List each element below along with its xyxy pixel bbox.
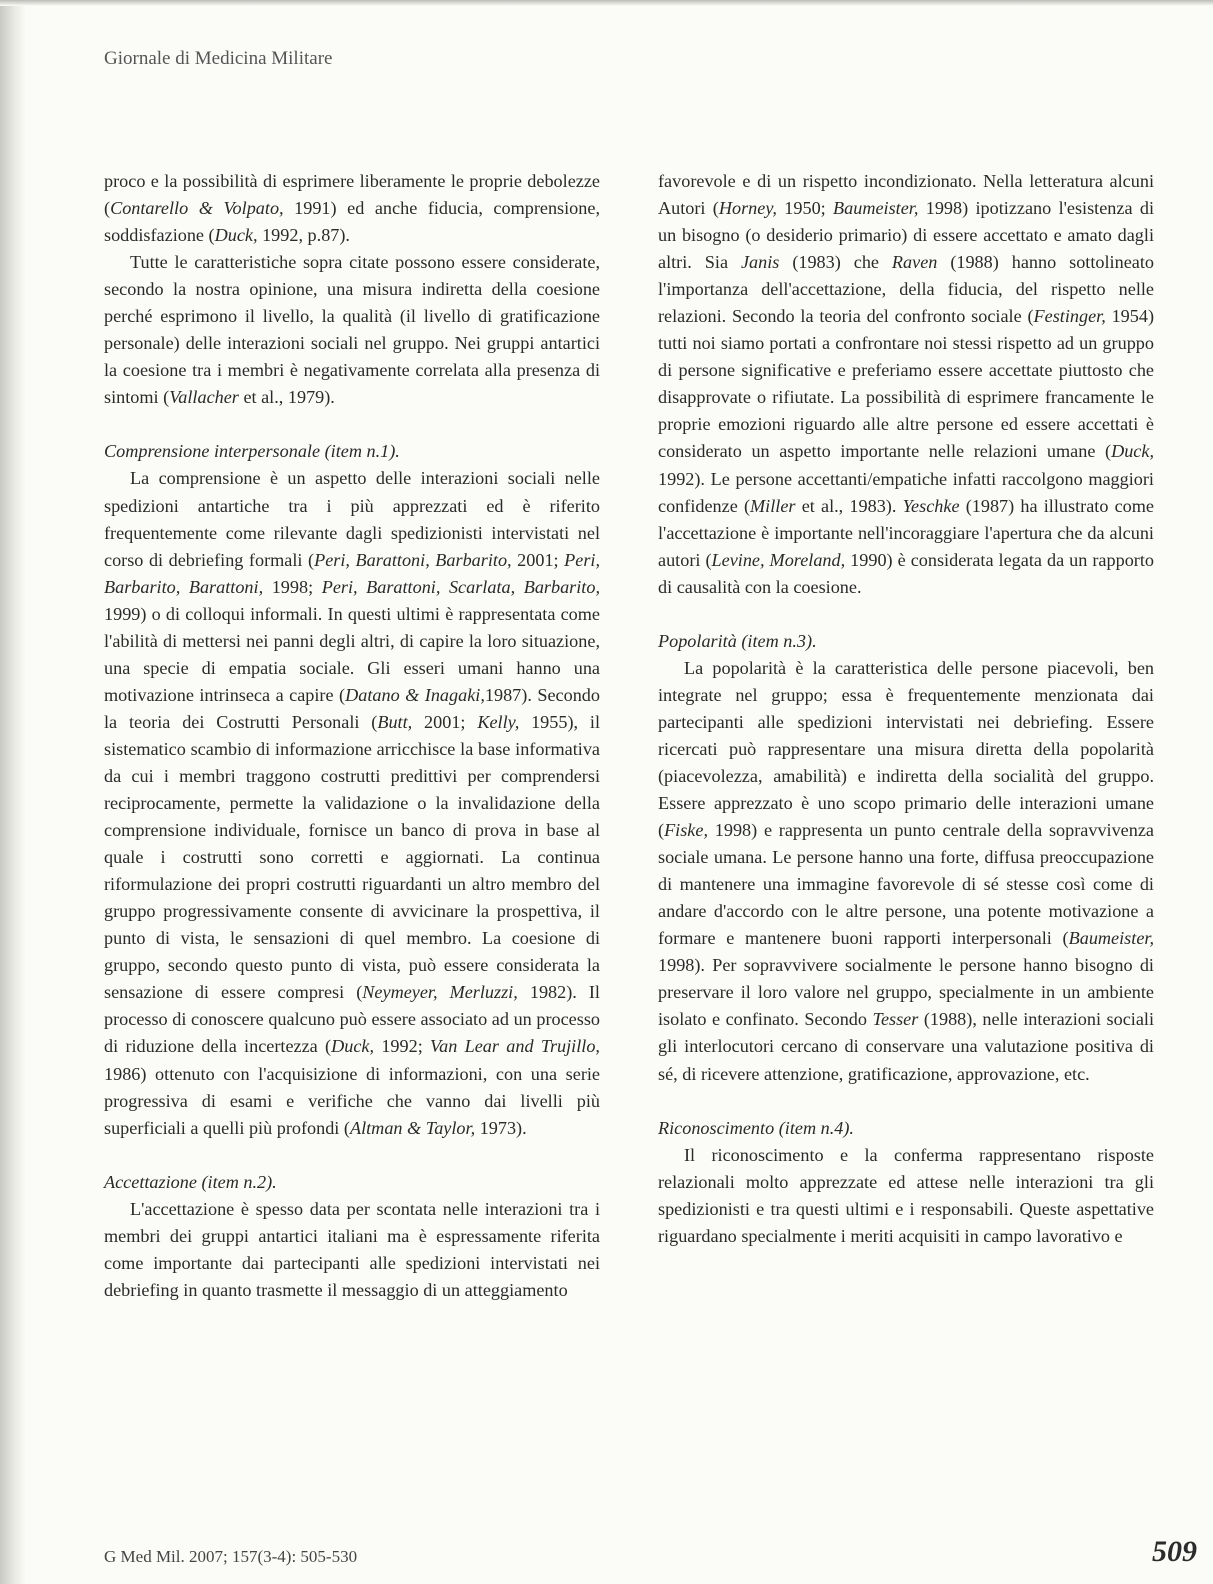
paragraph: La popolarità è la caratteristica delle persone piacevoli, ben integrate nel gruppo; essa è frequentemente menzionata dai partecipanti alle spedizioni intervistati nei debriefing. Essere ricercati può rappresentare una misura diretta della popolarità (piacevolezza, amabilità) e indiretta della socialità del gruppo. Essere apprezzato è uno scopo primario delle interazioni umane (Fiske, 1998) e rappresenta un punto centrale della sopravvivenza sociale umana. Le persone hanno una forte, diffusa preoccupazione di mantenere una immagine favorevole di sé stesse così come di andare d'accordo con le altre persone, una potente motivazione a formare e mantenere buoni rapporti interpersonali (Baumeister, 1998). Per sopravvivere socialmente le persone hanno bisogno di preservare il loro valore nel gruppo, specialmente in un ambiente isolato e confinato. Secondo Tesser (1988), nelle interazioni sociali gli interlocutori cercano di conservare una valutazione positiva di sé, di ricevere attenzione, gratificazione, approvazione, etc. bbox=[658, 657, 1155, 1084]
section-heading: Popolarità (item n.3). bbox=[658, 630, 817, 651]
paragraph: La comprensione è un aspetto delle interazioni sociali nelle spedizioni antartiche tra i più apprezzati ed è riferito frequentemente come rilevante dagli spedizionisti intervistati nel corso di debriefing formali (Peri, Barattoni, Barbarito, 2001; Peri, Barbarito, Barattoni, 1998; Peri, Barattoni, Scarlata, Barbarito, 1999) o di colloqui informali. In questi ultimi è rappresentata come l'abilità di mettersi nei panni degli altri, di capire la loro situazione, una specie di empatia sociale. Gli esseri umani hanno una motivazione intrinseca a capire (Datano & Inagaki,1987). Secondo la teoria dei Costrutti Personali (Butt, 2001; Kelly, 1955), il sistematico scambio di informazione arricchisce la base informativa da cui i membri traggono costrutti predittivi per comprendersi reciprocamente, permette la validazione o la invalidazione della comprensione individuale, fornisce un banco di prova in base al quale i costrutti sono corretti e aggiornati. La continua riformulazione dei propri costrutti riguardanti un altro membro del gruppo progressivamente consente di avvicinare la prospettiva, il punto di vista, le sensazioni di quel membro. La coesione di gruppo, secondo questo punto di vista, può essere considerata la sensazione di essere compresi (Neymeyer, Merluzzi, 1982). Il processo di conoscere qualcuno può essere associato ad un processo di riduzione della incertezza (Duck, 1992; Van Lear and Trujillo, 1986) ottenuto con l'acquisizione di informazioni, con una serie progressiva di esami e verifiche che vanno dai livelli più superficiali a quelli più profondi (Altman & Taylor, 1973). bbox=[104, 468, 601, 1138]
right-column bbox=[658, 168, 1154, 1250]
binding-shadow bbox=[0, 0, 26, 1584]
page-number: 509 bbox=[1152, 1535, 1197, 1568]
paragraph: L'accettazione è spesso data per scontata nelle interazioni tra i membri dei gruppi antartici italiani ma è espressamente riferita come importante dai partecipanti alle spedizioni intervistati nei debriefing in quanto trasmette il messaggio di un atteggiamento bbox=[104, 1198, 600, 1300]
section-heading: Accettazione (item n.2). bbox=[104, 1171, 277, 1192]
paragraph: proco e la possibilità di esprimere liberamente le proprie debolezze (Contarello & Volpato, 1991) ed anche fiducia, comprensione, soddisfazione (Duck, 1992, p.87). bbox=[104, 171, 600, 246]
section-heading: Comprensione interpersonale (item n.1). bbox=[104, 441, 400, 462]
paragraph: Il riconoscimento e la conferma rappresentano risposte relazionali molto apprezzate ed attese nelle interazioni tra gli spedizionisti e tra questi ultimi e i responsabili. Queste aspettative riguardano specialmente i meriti acquisiti in campo lavorativo e bbox=[658, 1144, 1154, 1246]
footer-citation: G Med Mil. 2007; 157(3-4): 505-530 bbox=[104, 1547, 358, 1566]
running-head: Giornale di Medicina Militare bbox=[104, 48, 333, 69]
paragraph: Tutte le caratteristiche sopra citate possono essere considerate, secondo la nostra opinione, una misura indiretta della coesione perché esprimono il livello, la qualità (il livello di gratificazione personale) delle interazioni sociali nel gruppo. Nei gruppi antartici la coesione tra i membri è negativamente correlata alla presenza di sintomi (Vallacher et al., 1979). bbox=[104, 252, 600, 408]
paragraph: favorevole e di un rispetto incondizionato. Nella letteratura alcuni Autori (Horney, 1950; Baumeister, 1998) ipotizzano l'esistenza di un bisogno (o desiderio primario) di essere accettato e amato dagli altri. Sia Janis (1983) che Raven (1988) hanno sottolineato l'importanza dell'accettazione, della fiducia, del rispetto nelle relazioni. Secondo la teoria del confronto sociale (Festinger, 1954) tutti noi siamo portati a confrontare noi stessi rispetto ad un gruppo di persone significative e preferiamo essere accettate piuttosto che disapprovate o rifiutate. La possibilità di esprimere francamente le proprie emozioni riguardo alle altre persone ed essere accettati è considerato un aspetto importante nelle relazioni umane (Duck, 1992). Le persone accettanti/empatiche infatti raccolgono maggiori confidenze (Miller et al., 1983). Yeschke (1987) ha illustrato come l'accettazione è importante nell'incoraggiare l'apertura che da alcuni autori (Levine, Moreland, 1990) è considerata legata da un rapporto di causalità con la coesione. bbox=[658, 171, 1155, 597]
top-edge-shadow bbox=[0, 0, 1213, 6]
left-column bbox=[104, 168, 600, 1304]
section-heading: Riconoscimento (item n.4). bbox=[658, 1117, 854, 1138]
